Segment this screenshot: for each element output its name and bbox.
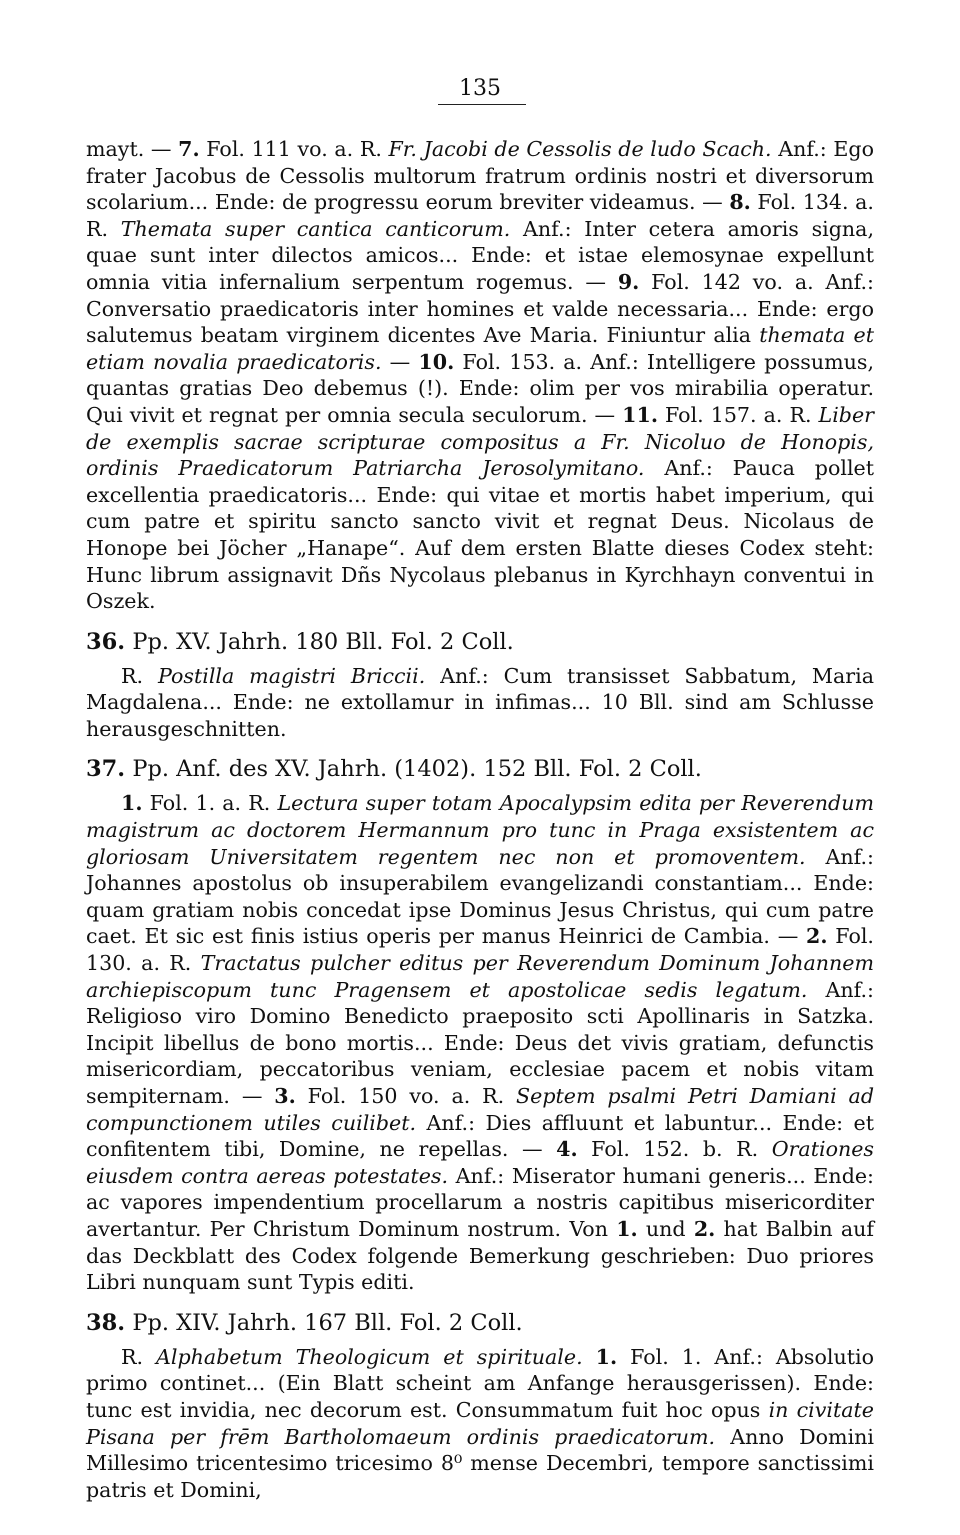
entry-heading bbox=[86, 627, 874, 657]
text-run: in civitate Pisana per frēm Bartholomaeum ordinis praedicatorum. bbox=[86, 1397, 874, 1449]
text-run: Fr. Jacobi de Cessolis de ludo Scach. bbox=[388, 137, 772, 161]
page-number: 135 bbox=[459, 76, 501, 101]
text-run: Fol. 111 vo. a. R. bbox=[199, 137, 389, 161]
entry-description bbox=[86, 663, 874, 743]
text-run: 1. bbox=[121, 791, 143, 816]
text-run: 9. bbox=[617, 269, 640, 294]
text-run: Postilla magistri Briccii. bbox=[157, 663, 426, 688]
text-run: 8. bbox=[729, 190, 751, 215]
text-run: R. bbox=[121, 1344, 157, 1369]
text-run: — bbox=[381, 349, 419, 374]
text-run: 4. bbox=[556, 1137, 578, 1162]
text-run: Fol. 1. Anf.: Absolutio primo continet... (Ein Blatt scheint am Anfange herausgerissen). Ende: tunc est invidia, nec decorum est. Consummatum fuit hoc opus bbox=[86, 1344, 874, 1422]
text-run: Anf.: Cum transisset Sabbatum, Maria Magdalena... Ende: ne extollamur in infimas... 10 Bll. sind am Schlusse herausgeschnitten. bbox=[86, 663, 874, 741]
text-run: Anf.: Pauca pollet excellentia praedicatoris... Ende: qui vitae et mortis habet imperium, qui cum patre et spiritu sancto sancto vivit et regnat Deus. Nicolaus de Honope bei Jöcher „Hanape“. Auf dem ersten Blatte dieses Codex steht: Hunc librum assignavit Dñs Nycolaus plebanus in Kyrchhayn conventui in Oszek. bbox=[86, 456, 874, 614]
text-run: 2. bbox=[806, 924, 828, 949]
entry-header: Pp. XIV. Jahrh. 167 Bll. Fol. 2 Coll. bbox=[132, 1309, 523, 1336]
text-run: Anf.: Dies affluunt et labuntur... Ende: et confitentem tibi, Domine, ne repellas. — bbox=[86, 1110, 875, 1162]
text-run: 10. bbox=[418, 349, 455, 374]
text-run: Fol. 142 vo. a. Anf.: Conversatio praedicatoris inter homines et valde necessaria... Ende: ergo salutemus beatam virginem dicentes Ave Maria. Finiuntur alia bbox=[86, 269, 874, 348]
text-run: 3. bbox=[274, 1084, 296, 1108]
text-run: Anf.: Inter cetera amoris signa, quae sunt inter dilectos amicos... Ende: et istae elemosynae expellunt omnia vitia infernalium serpentum rogemus. — bbox=[86, 216, 874, 294]
text-run: hat Balbin auf das Deckblatt des Codex folgende Bemerkung geschrieben: Duo priores Libri nunquam sunt Typis editi. bbox=[86, 1216, 874, 1295]
text-run: 7. bbox=[178, 137, 200, 161]
text-run: Liber de exemplis sacrae scripturae compositus a Fr. Nicoluo de Honopis, ordinis Praedicatorum Patriarcha Jerosolymitano. bbox=[86, 402, 875, 481]
text-run: Anno Domini Millesimo tricentesimo tricesimo 8⁰ mense Decembri, tempore sanctissimi patris et Domini, bbox=[86, 1424, 875, 1502]
entry-number: 37. bbox=[86, 756, 126, 783]
text-run: Fol. 1. a. R. bbox=[142, 791, 278, 816]
text-run: R. bbox=[121, 663, 158, 688]
manuscript-entries bbox=[86, 627, 874, 1504]
text-run: Fol. 152. b. R. bbox=[577, 1137, 772, 1162]
text-run: 2. bbox=[693, 1216, 716, 1241]
text-run: Orationes eiusdem contra aereas potestates. bbox=[86, 1137, 874, 1188]
text-run: Septem psalmi Petri Damiani ad compunctionem utiles cuilibet. bbox=[86, 1084, 874, 1135]
text-run: Anf.: Religioso viro Domino Benedicto praeposito scti Apollinaris in Satzka. Incipit libellus de bono mortis... Ende: Deus det vivis gratiam, defunctis misericordiam, peccatoribus veniam, ecclesiae pacem et nobis vitam sempiternam. — bbox=[86, 977, 874, 1108]
text-run: Themata super cantica canticorum. bbox=[120, 216, 511, 241]
text-run: themata et etiam novalia praedicatoris. bbox=[86, 323, 874, 374]
page-number-rule bbox=[438, 104, 526, 105]
text-run bbox=[583, 1345, 596, 1369]
text-run: 1. bbox=[616, 1216, 638, 1241]
entry-header: Pp. XV. Jahrh. 180 Bll. Fol. 2 Coll. bbox=[132, 628, 514, 655]
text-run: Fol. 134. a. R. bbox=[86, 190, 874, 241]
entry-number: 36. bbox=[86, 628, 126, 655]
text-run: Tractatus pulcher editus per Reverendum Dominum Johannem archiepiscopum tunc Pragensem et apostolicae sedis legatum. bbox=[86, 951, 874, 1002]
text-run: Fol. 150 vo. a. R. bbox=[295, 1084, 517, 1108]
text-run: Lectura super totam Apocalypsim edita per Reverendum magistrum ac doctorem Hermannum pro tunc in Praga exsistentem ac gloriosam Universitatem regentem nec non et promoventem. bbox=[86, 791, 875, 869]
text-run: Anf.: Johannes apostolus ob insuperabilem evangelizandi constantiam... Ende: quam gratiam nobis concedat ipse Dominus Jesus Christus, qui cum patre caet. Et sic est finis istius operis per manus Heinrici de Cambia. — bbox=[86, 844, 874, 949]
entry-heading bbox=[86, 1308, 874, 1338]
text-run: Fol. 153. a. Anf.: Intelligere possumus, quantas gratias Deo debemus (!). Ende: olim per vos mirabilia operatur. Qui vivit et regnat per omnia secula seculorum. — bbox=[86, 349, 874, 427]
entry-description bbox=[86, 790, 874, 1295]
text-run: Anf.: Miserator humani generis... Ende: ac vapores impendentium procellarum a nostris capitibus misericorditer avertantur. Per Christum Dominum nostrum. Von bbox=[86, 1163, 874, 1241]
text-run: Fol. 130. a. R. bbox=[86, 924, 874, 976]
text-run: und bbox=[637, 1216, 694, 1241]
text-run: Anf.: Ego frater Jacobus de Cessolis multorum fratrum ordinis nostri et diversorum scolarium... Ende: de progressu eorum breviter videamus. — bbox=[86, 137, 874, 215]
text-run: Fol. 157. a. R. bbox=[657, 402, 819, 427]
continued-entry-text bbox=[86, 136, 874, 615]
text-run: mayt. — bbox=[86, 137, 179, 161]
entry-number: 38. bbox=[86, 1309, 126, 1336]
catalog-text bbox=[86, 136, 874, 1503]
entry-description bbox=[86, 1344, 874, 1504]
text-run: 11. bbox=[622, 402, 658, 427]
text-run: Alphabetum Theologicum et spirituale. bbox=[156, 1344, 583, 1369]
entry-heading bbox=[86, 754, 874, 784]
text-run: 1. bbox=[595, 1344, 618, 1369]
entry-header: Pp. Anf. des XV. Jahrh. (1402). 152 Bll. Fol. 2 Coll. bbox=[132, 756, 702, 783]
